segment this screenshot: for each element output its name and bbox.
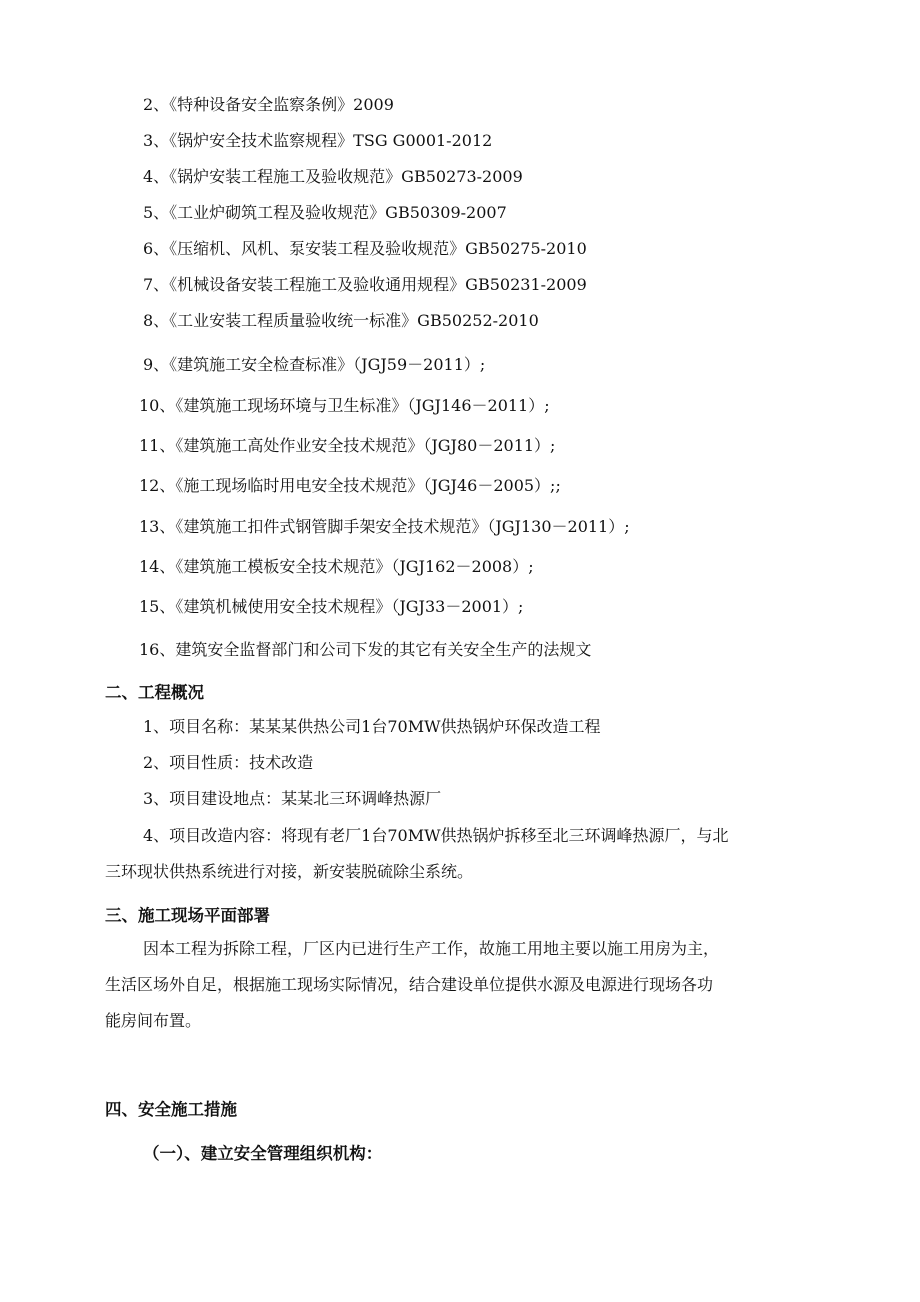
project-item-continuation: 三环现状供热系统进行对接，新安装脱硫除尘系统。	[105, 862, 474, 881]
subsection-heading-safety-organization: （一）、建立安全管理组织机构：	[143, 1144, 383, 1163]
reference-item: 11、《建筑施工高处作业安全技术规范》（JGJ80－2011）;	[139, 436, 556, 455]
reference-item: 5、《工业炉砌筑工程及验收规范》GB50309-2007	[143, 203, 507, 222]
project-item: 1、项目名称：某某某供热公司1台70MW供热锅炉环保改造工程	[143, 717, 601, 736]
project-item: 3、项目建设地点：某某北三环调峰热源厂	[143, 789, 442, 808]
reference-item: 3、《锅炉安全技术监察规程》TSG G0001-2012	[143, 131, 493, 150]
reference-item: 13、《建筑施工扣件式钢管脚手架安全技术规范》（JGJ130－2011）;	[139, 517, 630, 536]
section-heading-project-overview: 二、工程概况	[105, 683, 204, 702]
reference-item: 8、《工业安装工程质量验收统一标准》GB50252-2010	[143, 311, 539, 330]
project-item: 2、项目性质：技术改造	[143, 753, 314, 772]
reference-item: 4、《锅炉安装工程施工及验收规范》GB50273-2009	[143, 167, 523, 186]
site-layout-paragraph: 因本工程为拆除工程，厂区内已进行生产工作，故施工用地主要以施工用房为主，	[143, 939, 720, 958]
reference-item: 10、《建筑施工现场环境与卫生标准》（JGJ146－2011）;	[139, 396, 550, 415]
reference-item: 14、《建筑施工模板安全技术规范》（JGJ162－2008）;	[139, 557, 534, 576]
reference-item: 7、《机械设备安装工程施工及验收通用规程》GB50231-2009	[143, 275, 587, 294]
reference-item: 15、《建筑机械使用安全技术规程》（JGJ33－2001）;	[139, 597, 524, 616]
section-heading-safety-measures: 四、安全施工措施	[105, 1100, 237, 1119]
section-heading-site-layout: 三、施工现场平面部署	[105, 906, 270, 925]
reference-item: 9、《建筑施工安全检查标准》（JGJ59－2011）;	[143, 355, 486, 374]
reference-item: 12、《施工现场临时用电安全技术规范》（JGJ46－2005）;;	[139, 476, 561, 495]
reference-item: 16、建筑安全监督部门和公司下发的其它有关安全生产的法规文	[139, 640, 592, 659]
site-layout-paragraph: 生活区场外自足，根据施工现场实际情况，结合建设单位提供水源及电源进行现场各功	[105, 975, 714, 994]
site-layout-paragraph: 能房间布置。	[105, 1011, 202, 1030]
reference-item: 2、《特种设备安全监察条例》2009	[143, 95, 394, 114]
project-item: 4、项目改造内容：将现有老厂1台70MW供热锅炉拆移至北三环调峰热源厂，与北	[143, 826, 729, 845]
reference-item: 6、《压缩机、风机、泵安装工程及验收规范》GB50275-2010	[143, 239, 587, 258]
